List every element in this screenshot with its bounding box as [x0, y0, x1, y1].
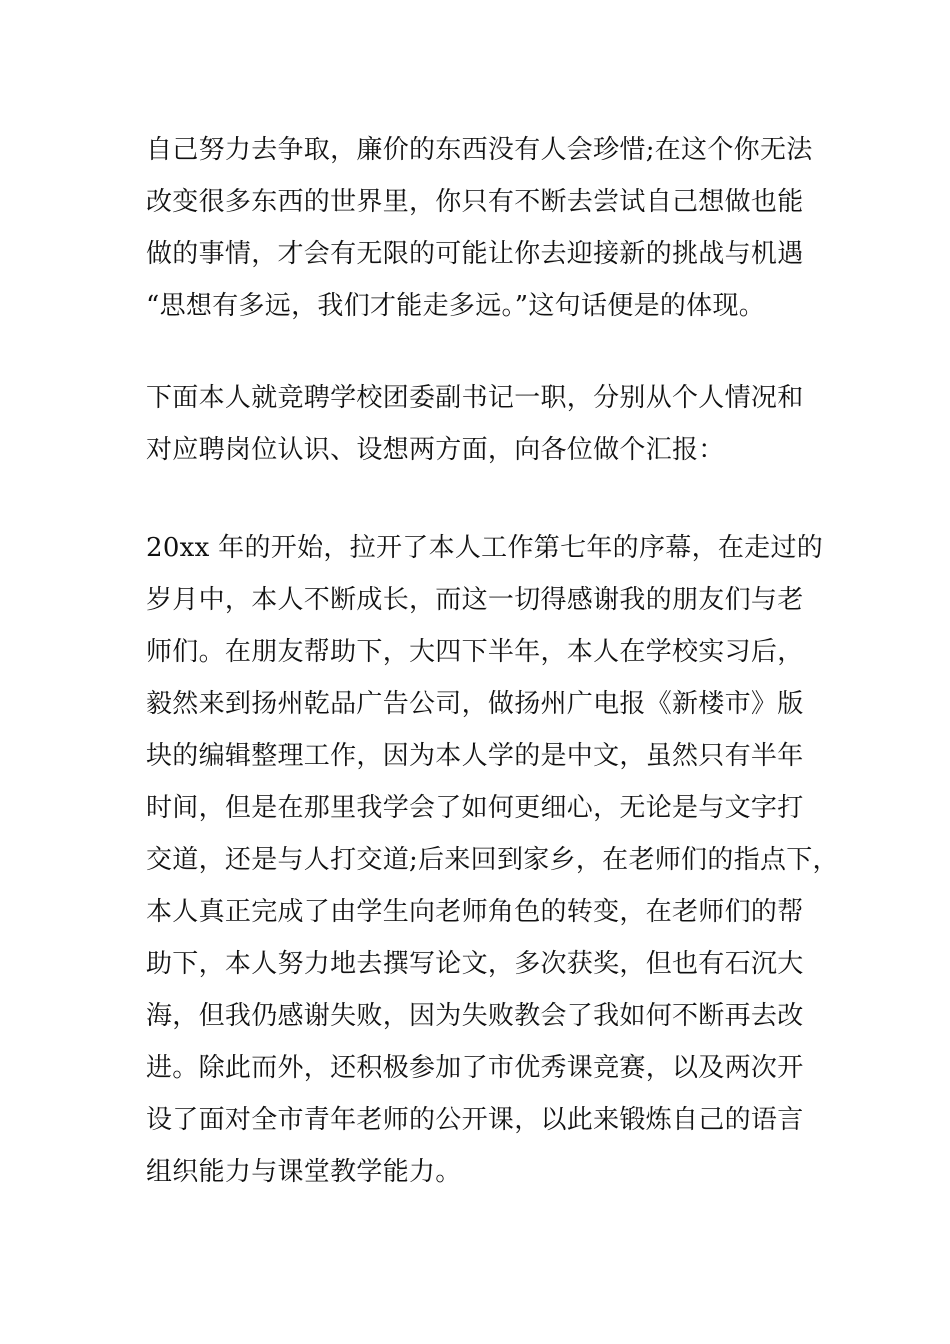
- text-line: 组织能力与课堂教学能力。: [146, 1157, 462, 1187]
- text-line: 海，但我仍感谢失败，因为失败教会了我如何不断再去改: [146, 1001, 804, 1031]
- text-line: 毅然来到扬州乾品广告公司，做扬州广电报《新楼市》版: [146, 689, 804, 719]
- paragraph-2: [146, 372, 826, 476]
- text-line: 本人真正完成了由学生向老师角色的转变，在老师们的帮: [146, 897, 804, 927]
- paragraph-3: [146, 522, 839, 1198]
- text-line: 下面本人就竞聘学校团委副书记一职，分别从个人情况和: [146, 383, 804, 413]
- text-line: 20xx 年的开始，拉开了本人工作第七年的序幕，在走过的: [146, 533, 824, 563]
- text-line: 做的事情，才会有无限的可能让你去迎接新的挑战与机遇: [146, 239, 804, 269]
- text-line: 对应聘岗位认识、设想两方面，向各位做个汇报：: [146, 435, 725, 465]
- text-line: 改变很多东西的世界里，你只有不断去尝试自己想做也能: [146, 187, 804, 217]
- text-line: 自己努力去争取，廉价的东西没有人会珍惜;在这个你无法: [146, 135, 813, 165]
- text-line: 助下，本人努力地去撰写论文，多次获奖，但也有石沉大: [146, 949, 804, 979]
- paragraph-1: [146, 124, 826, 332]
- text-line: 块的编辑整理工作，因为本人学的是中文，虽然只有半年: [146, 741, 804, 771]
- text-line: 交道，还是与人打交道;后来回到家乡，在老师们的指点下，: [146, 845, 839, 875]
- text-line: 师们。在朋友帮助下，大四下半年，本人在学校实习后，: [146, 637, 804, 667]
- text-line: 时间，但是在那里我学会了如何更细心，无论是与文字打: [146, 793, 804, 823]
- text-line: 岁月中，本人不断成长，而这一切得感谢我的朋友们与老: [146, 585, 804, 615]
- text-line: “思想有多远，我们才能走多远。”这句话便是的体现。: [146, 291, 766, 321]
- text-line: 进。除此而外，还积极参加了市优秀课竞赛，以及两次开: [146, 1053, 804, 1083]
- text-line: 设了面对全市青年老师的公开课，以此来锻炼自己的语言: [146, 1105, 804, 1135]
